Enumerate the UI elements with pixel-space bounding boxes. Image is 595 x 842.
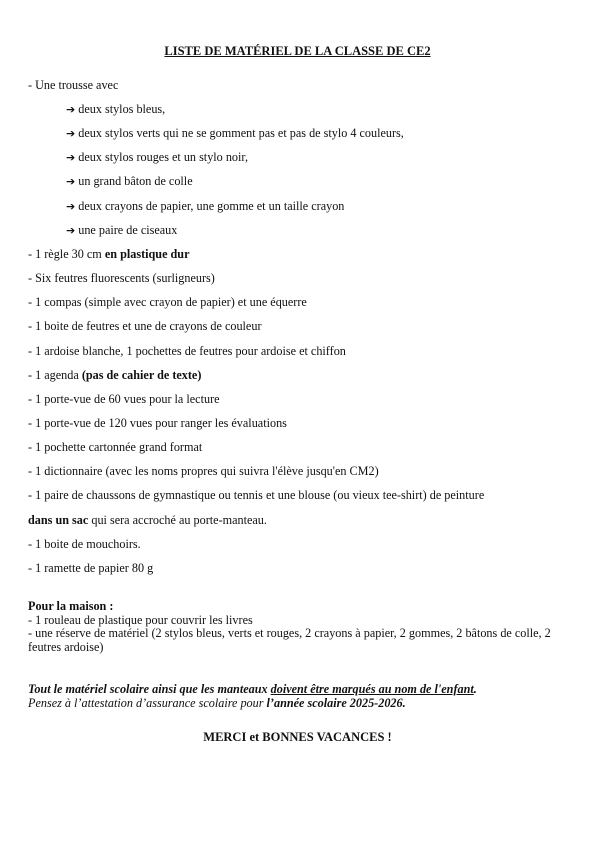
maison-heading: Pour la maison : [28,599,114,613]
list-item-pochette: - 1 pochette cartonnée grand format [28,440,203,454]
list-item-surligneurs: - Six feutres fluorescents (surligneurs) [28,271,215,285]
trousse-intro: - Une trousse avec [28,78,119,92]
list-item-dictionnaire: - 1 dictionnaire (avec les noms propres qui suivra l'élève jusqu'en CM2) [28,464,379,478]
list-item-feutres: - 1 boite de feutres et une de crayons de couleur [28,319,262,333]
arrow-right-icon: ➔ [66,127,76,140]
list-item-mouchoirs: - 1 boite de mouchoirs. [28,537,141,551]
list-item-ramette: - 1 ramette de papier 80 g [28,561,154,575]
arrow-right-icon: ➔ [66,224,76,237]
notice-italic: Pensez à l’attestation d’assurance scolaire pour l’année scolaire 2025-2026. [28,695,406,710]
maison-item: - une réserve de matériel (2 stylos bleus, verts et rouges, 2 crayons à papier, 2 gommes, 2 bâtons de colle, 2 feutres ardoise) [28,626,551,654]
notice-bold: Tout le matériel scolaire ainsi que les manteaux doivent être marqués au nom de l'enfant. [28,682,477,696]
maison-item: - 1 rouleau de plastique pour couvrir les livres [28,612,253,627]
maison-section [28,600,568,654]
list-item-chaussons-cont: dans un sac qui sera accroché au porte-manteau. [28,513,267,527]
list-item: ➔ deux stylos verts qui ne se gomment pas et pas de stylo 4 couleurs, [66,126,404,140]
list-item: ➔ une paire de ciseaux [66,223,178,237]
list-item-chaussons: - 1 paire de chaussons de gymnastique ou tennis et une blouse (ou vieux tee-shirt) de peinture [28,488,485,502]
list-item-ardoise: - 1 ardoise blanche, 1 pochettes de feutres pour ardoise et chiffon [28,344,346,358]
list-item: ➔ un grand bâton de colle [66,174,193,188]
page-title: LISTE DE MATÉRIEL DE LA CLASSE DE CE2 [164,44,431,58]
notice-section [28,683,568,710]
arrow-right-icon: ➔ [66,151,76,164]
list-item-compas: - 1 compas (simple avec crayon de papier) et une équerre [28,295,307,309]
list-item: ➔ deux crayons de papier, une gomme et un taille crayon [66,199,345,213]
arrow-right-icon: ➔ [66,200,76,213]
list-item: ➔ deux stylos bleus, [66,102,166,116]
closing-message: MERCI et BONNES VACANCES ! [203,730,392,744]
list-item-portevue-120: - 1 porte-vue de 120 vues pour ranger les évaluations [28,416,287,430]
list-item-agenda: - 1 agenda (pas de cahier de texte) [28,368,202,382]
list-item-regle: - 1 règle 30 cm en plastique dur [28,247,190,261]
arrow-right-icon: ➔ [66,103,76,116]
list-item: ➔ deux stylos rouges et un stylo noir, [66,150,249,164]
arrow-right-icon: ➔ [66,175,76,188]
list-item-portevue-60: - 1 porte-vue de 60 vues pour la lecture [28,392,220,406]
